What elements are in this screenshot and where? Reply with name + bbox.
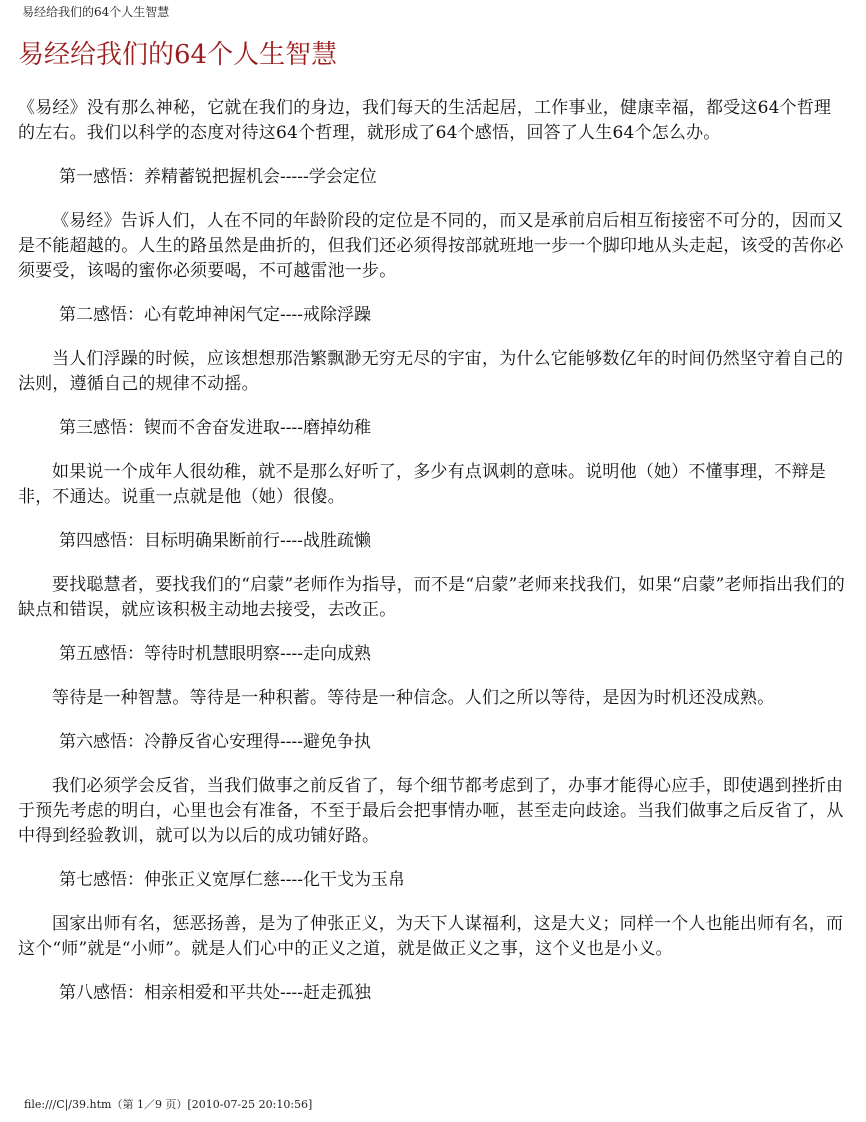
section-body-1: 《易经》告诉人们，人在不同的年龄阶段的定位是不同的，而又是承前启后相互衔接密不可分的，因而又是不能超越的。人生的路虽然是曲折的，但我们还必须得按部就班地一步一个脚印地从头走起，该受的苦你必须要受，该喝的蜜你必须要喝，不可越雷池一步。 (18, 211, 844, 281)
page-title: 易经给我们的64个人生智慧 (18, 40, 338, 70)
section-body-2: 当人们浮躁的时候，应该想想那浩繁飘渺无穷无尽的宇宙，为什么它能够数亿年的时间仍然坚守着自己的法则，遵循自己的规律不动摇。 (18, 349, 844, 394)
page-footer: file:///C|/39.htm（第 1／9 页）[2010-07-25 20:10:56] (24, 1098, 313, 1111)
section-body-6: 我们必须学会反省，当我们做事之前反省了，每个细节都考虑到了，办事才能得心应手，即使遇到挫折由于预先考虑的明白，心里也会有准备，不至于最后会把事情办咂，甚至走向歧途。当我们做事之后反省了，从中得到经验教训，就可以为以后的成功铺好路。 (18, 776, 844, 846)
section-heading-2: 第二感悟：心有乾坤神闲气定----戒除浮躁 (59, 305, 371, 325)
section-body-4: 要找聪慧者，要找我们的“启蒙”老师作为指导，而不是“启蒙”老师来找我们，如果“启蒙”老师指出我们的缺点和错误，就应该积极主动地去接受，去改正。 (18, 575, 845, 620)
section-heading-7: 第七感悟：伸张正义宽厚仁慈----化干戈为玉帛 (59, 870, 405, 890)
section-body-5: 等待是一种智慧。等待是一种积蓄。等待是一种信念。人们之所以等待，是因为时机还没成熟。 (52, 688, 775, 708)
section-heading-6: 第六感悟：冷静反省心安理得----避免争执 (59, 732, 371, 752)
section-heading-8: 第八感悟：相亲相爱和平共处----赶走孤独 (59, 983, 371, 1003)
section-heading-5: 第五感悟：等待时机慧眼明察----走向成熟 (59, 644, 371, 664)
section-body-7: 国家出师有名，惩恶扬善，是为了伸张正义，为天下人谋福利，这是大义；同样一个人也能出师有名，而这个“师”就是“小师”。就是人们心中的正义之道，就是做正义之事，这个义也是小义。 (18, 914, 844, 959)
intro-paragraph: 《易经》没有那么神秘，它就在我们的身边，我们每天的生活起居，工作事业，健康幸福，都受这64个哲理的左右。我们以科学的态度对待这64个哲理，就形成了64个感悟，回答了人生64个怎么办。 (18, 98, 832, 143)
section-heading-3: 第三感悟：锲而不舍奋发进取----磨掉幼稚 (59, 418, 371, 438)
running-header: 易经给我们的64个人生智慧 (22, 5, 170, 19)
article-body (18, 96, 848, 1025)
section-heading-4: 第四感悟：目标明确果断前行----战胜疏懒 (59, 531, 371, 551)
section-heading-1: 第一感悟：养精蓄锐把握机会-----学会定位 (59, 167, 377, 187)
section-body-3: 如果说一个成年人很幼稚，就不是那么好听了，多少有点讽刺的意味。说明他（她）不懂事理，不辩是非，不通达。说重一点就是他（她）很傻。 (18, 462, 826, 507)
